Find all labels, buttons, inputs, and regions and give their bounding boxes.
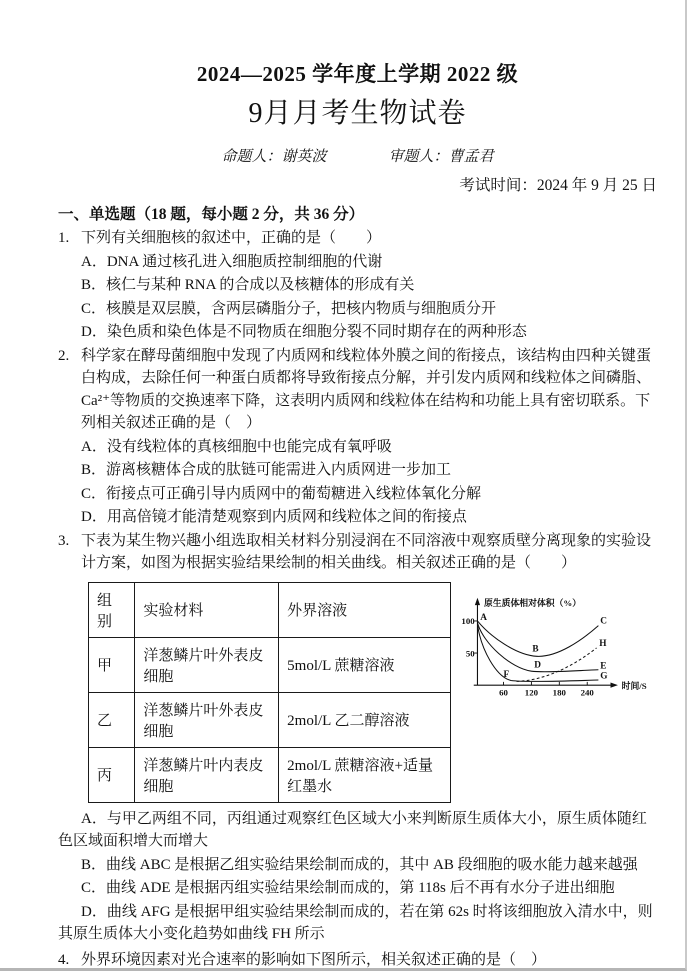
chart-xtick-180: 180 <box>552 686 566 697</box>
question-4 <box>58 949 657 971</box>
chart-point-a: A <box>480 612 487 623</box>
question-number: 1. <box>58 230 70 246</box>
question-stem: 下表为某生物兴趣小组选取相关材料分别浸润在不同溶液中观察质壁分离现象的实验设计方案，如图为根据实验结果绘制的相关曲线。相关叙述正确的是（ ） <box>81 532 652 571</box>
question-2-option-c: C．衔接点可正确引导内质网中的葡萄糖进入线粒体氧化分解 <box>81 485 482 502</box>
table-cell-group: 丙 <box>89 747 135 802</box>
reviewer-name: 审题人：曹孟君 <box>388 149 494 165</box>
table-row <box>89 637 451 692</box>
exam-title-line2: 9月月考生物试卷 <box>248 98 467 129</box>
chart-point-g: G <box>600 671 608 682</box>
chart-xtick-60: 60 <box>499 686 508 697</box>
section-heading: 一、单选题（18 题，每小题 2 分，共 36 分） <box>58 206 365 223</box>
question-2-option-d: D．用高倍镜才能清楚观察到内质网和线粒体之间的衔接点 <box>81 509 467 525</box>
question-2-option-a: A．没有线粒体的真核细胞中也能完成有氧呼吸 <box>81 438 392 455</box>
table-row <box>89 747 451 802</box>
question-1-option-d: D．染色质和染色体是不同物质在细胞分裂不同时期存在的两种形态 <box>81 324 527 340</box>
chart-xtick-240: 240 <box>580 686 594 697</box>
chart-axes <box>474 603 612 685</box>
question-2 <box>58 345 657 435</box>
table-cell-material: 洋葱鳞片叶外表皮细胞 <box>135 692 279 747</box>
chart-ytick-100: 100 <box>461 615 475 626</box>
chart-tick-marks <box>474 620 587 684</box>
protoplast-volume-chart <box>457 588 657 706</box>
question-1-option-a: A．DNA 通过核孔进入细胞质控制细胞的代谢 <box>81 253 383 270</box>
chart-x-axis-label: 时间/S <box>621 680 647 691</box>
question-3-option-b: B．曲线 ABC 是根据乙组实验结果绘制而成的，其中 AB 段细胞的吸水能力越来越强 <box>81 856 638 873</box>
chart-point-f: F <box>503 669 510 680</box>
table-cell-solution: 2mol/L 乙二醇溶液 <box>279 692 451 747</box>
question-1 <box>58 227 657 250</box>
question-3-option-c: C．曲线 ADE 是根据丙组实验结果绘制而成的，第 118s 后不再有水分子进出细胞 <box>81 880 615 896</box>
chart-ytick-50: 50 <box>465 647 475 658</box>
byline <box>58 145 657 166</box>
question-1-option-b: B．核仁与某种 RNA 的合成以及核糖体的形成有关 <box>81 277 415 293</box>
table-cell-solution: 5mol/L 蔗糖溶液 <box>279 637 451 692</box>
question-2-option-b: B．游离核糖体合成的肽链可能需进入内质网进一步加工 <box>81 462 452 478</box>
exam-time: 考试时间：2024 年 9 月 25 日 <box>459 177 657 194</box>
question-number: 4. <box>58 951 70 968</box>
table-row <box>89 692 451 747</box>
question-3-option-a: A．与甲乙两组不同，丙组通过观察红色区域大小来判断原生质体大小，原生质体随红色区域面积增大而增大 <box>58 810 647 849</box>
question-1-option-c: C．核膜是双层膜，含两层磷脂分子，把核内物质与细胞质分开 <box>81 300 497 317</box>
setter-name: 命题人：谢英波 <box>221 149 327 165</box>
chart-xtick-120: 120 <box>524 686 539 697</box>
chart-point-h: H <box>599 638 607 649</box>
chart-svg <box>457 588 657 706</box>
question-3 <box>58 530 657 575</box>
table-cell-material: 洋葱鳞片叶外表皮细胞 <box>135 637 279 692</box>
question-stem: 科学家在酵母菌细胞中发现了内质网和线粒体外膜之间的衔接点，该结构由四种关键蛋白构成，去除任何一种蛋白质都将导致衔接点分解，并引发内质网和线粒体之间磷脂、Ca²⁺等物质的交换速率下降，这表明内质网和线粒体在结构和功能上具有密切联系。下列相关叙述正确的是（ ） <box>81 347 652 431</box>
exam-title-line1: 2024—2025 学年度上学期 2022 级 <box>196 62 519 86</box>
table-cell-group: 乙 <box>89 692 135 747</box>
chart-point-e: E <box>600 660 607 671</box>
experiment-design-table <box>88 582 451 803</box>
chart-point-d: D <box>534 659 541 670</box>
question-3-table-figure-row <box>88 582 657 803</box>
question-number: 3. <box>58 532 70 549</box>
question-stem: 外界环境因素对光合速率的影响如下图所示，相关叙述正确的是（ ） <box>81 951 547 968</box>
question-number: 2. <box>58 347 70 364</box>
table-header-material: 实验材料 <box>135 582 279 637</box>
table-header-row <box>89 582 451 637</box>
question-stem: 下列有关细胞核的叙述中，正确的是（ ） <box>81 230 382 246</box>
table-header-group: 组别 <box>89 582 135 637</box>
question-3-option-d: D．曲线 AFG 是根据甲组实验结果绘制而成的，若在第 62s 时将该细胞放入清水中，则其原生质体大小变化趋势如曲线 FH 所示 <box>58 903 653 942</box>
table-cell-group: 甲 <box>89 637 135 692</box>
table-header-solution: 外界溶液 <box>279 582 451 637</box>
chart-point-c: C <box>600 616 607 627</box>
table-cell-material: 洋葱鳞片叶内表皮细胞 <box>135 747 279 802</box>
chart-axis-arrows <box>475 597 618 687</box>
chart-y-axis-label: 原生质体相对体积（%） <box>483 597 582 608</box>
table-cell-solution: 2mol/L 蔗糖溶液+适量红墨水 <box>279 747 451 802</box>
chart-point-b: B <box>532 644 539 655</box>
